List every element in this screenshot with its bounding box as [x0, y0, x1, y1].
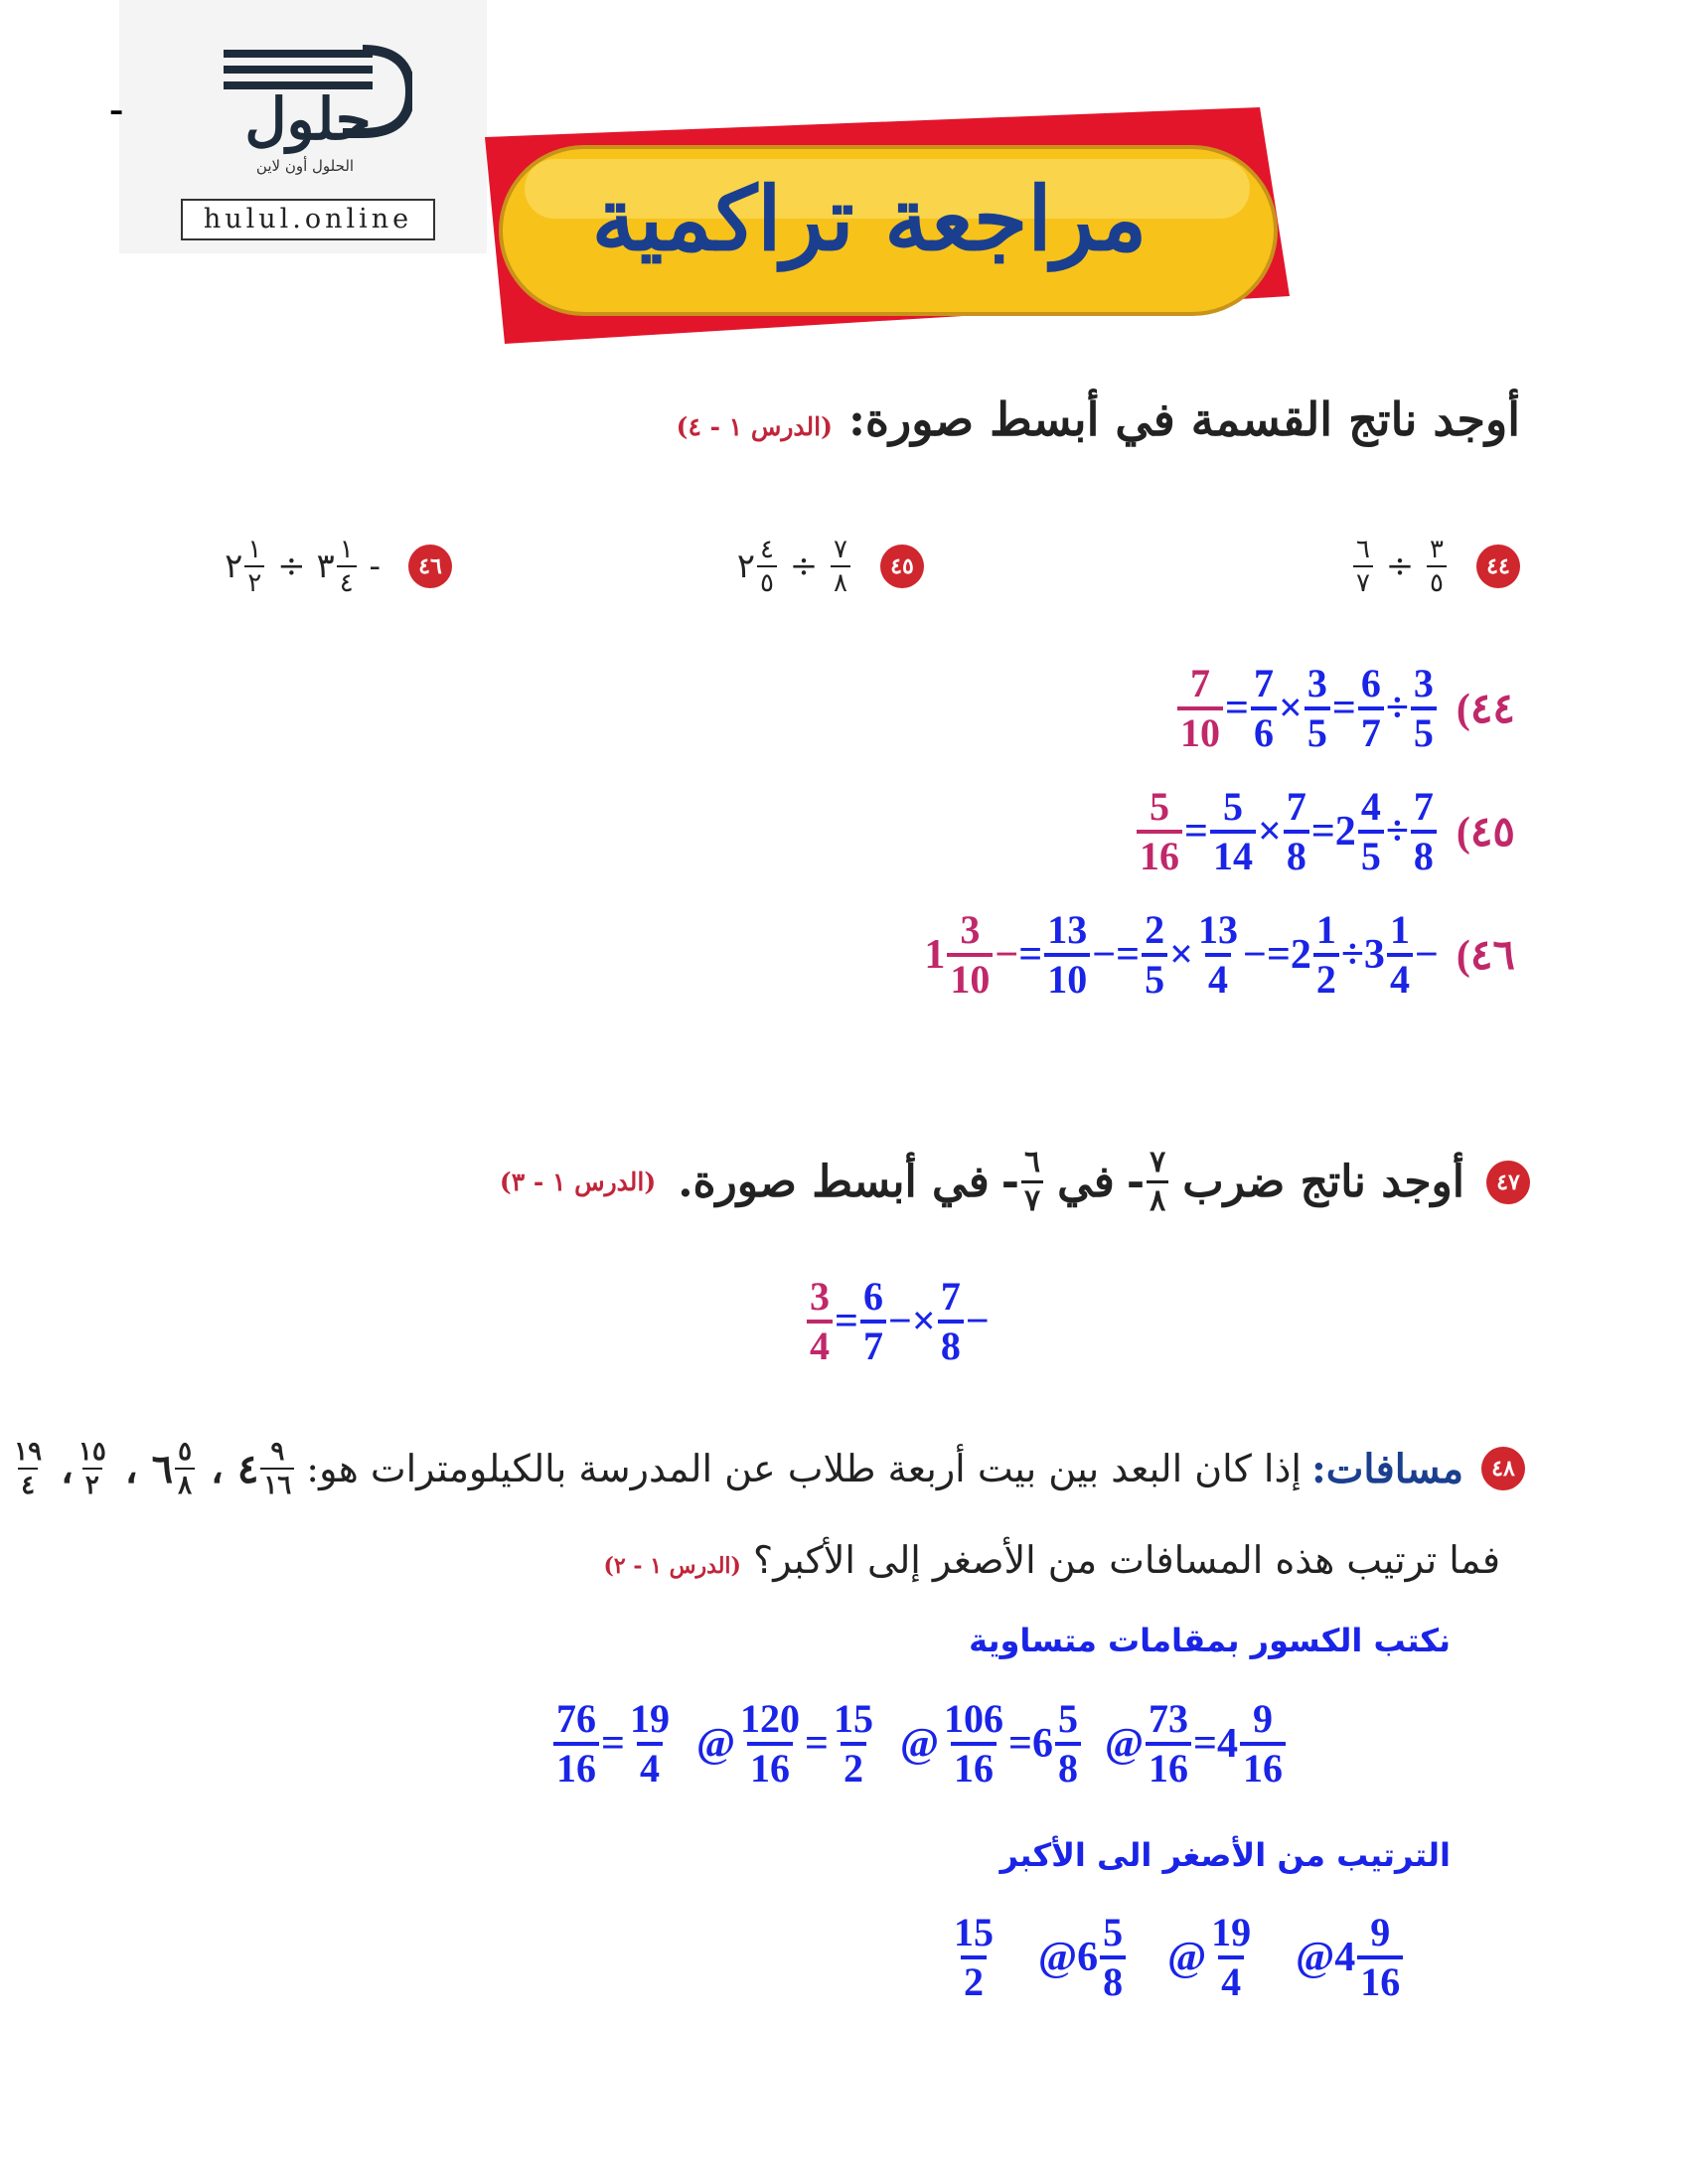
answer-45-label: (٤٥	[1456, 810, 1515, 856]
answer-46: 1 $\frac{3}{10}$ − = $\frac{13}{10}$ − = $\frac{2}{5}$ × $\frac{13}{4}$ − =2 $\frac{1}{2}$ ÷3 $\frac{1}{4}$ − (٤٦	[924, 907, 1515, 1002]
problem-46-badge: ٤٦	[408, 545, 452, 588]
answer-44-label: (٤٤	[1456, 687, 1515, 732]
logo-tagline: الحلول أون لاين	[255, 157, 355, 175]
section3-title: مسافات:	[1310, 1445, 1463, 1492]
page-title: مراجعة تراكمية	[591, 167, 1148, 270]
problem-47-badge: ٤٧	[1486, 1161, 1530, 1204]
order-result: $\frac{15}{2}$ @6 $\frac{5}{8}$ @ $\frac{19}{4}$ @4 $\frac{9}{16}$	[949, 1913, 1405, 2002]
answer-47: $\frac{3}{4}$ = $\frac{6}{7}$ −× $\frac{7}{8}$ −	[805, 1277, 990, 1366]
answer-44: $\frac{7}{10}$ = $\frac{7}{6}$ × $\frac{3}{5}$ = $\frac{6}{7}$ ÷ $\frac{3}{5}$ (٤٤	[1175, 664, 1515, 753]
step1-equivalents: $\frac{76}{16}$ = $\frac{19}{4}$ @ $\frac{120}{16}$ = $\frac{15}{2}$ @ $\frac{106}{16}$ =6 $\frac{5}{8}$ @ $\frac{73}{16}$ =4 $\frac{9}{16}$	[551, 1699, 1288, 1789]
problem-44-badge: ٤٤	[1476, 545, 1520, 588]
section1-lesson: (الدرس ١ - ٤)	[676, 412, 833, 441]
step1-label: نكتب الكسور بمقامات متساوية	[969, 1622, 1451, 1659]
problem-46: ٢ $\frac{١}{٢}$ ÷ ٣ $\frac{١}{٤}$ - ٤٦	[225, 537, 452, 596]
svg-text:حلول: حلول	[244, 85, 372, 153]
section3-statement: ٤٨ مسافات: إذا كان البعد بين بيت أربعة طلاب عن المدرسة بالكيلومترات هو: $\frac{١٩}{٤}$ ، $\frac{١٥}{٢}$ ، ٦ $\frac{٥}{٨}$ ، ٤ $\frac{٩}{١٦}$	[9, 1439, 1525, 1498]
section1-prompt: أوجد ناتج القسمة في أبسط صورة: (الدرس ١ - ٤)	[676, 392, 1520, 446]
answer-46-label: (٤٦	[1456, 933, 1515, 979]
step2-label: الترتيب من الأصغر الى الأكبر	[999, 1836, 1451, 1874]
section2-prompt: ٤٧ أوجد ناتج ضرب $\frac{٧}{٨}$ - في $\frac{٦}{٧}$ - في أبسط صورة. (الدرس ١ - ٣)	[500, 1148, 1530, 1216]
corner-mark: ـ	[111, 87, 122, 122]
section3-lesson: (الدرس ١ - ٢)	[603, 1553, 741, 1579]
hulul-logo-icon	[214, 42, 412, 156]
logo-url: hulul.online	[181, 199, 435, 240]
problem-45: ٢ $\frac{٤}{٥}$ ÷ $\frac{٧}{٨}$ ٤٥	[737, 537, 924, 596]
section3-question: فما ترتيب هذه المسافات من الأصغر إلى الأكبر؟ (الدرس ١ - ٢)	[603, 1538, 1500, 1582]
section2-lesson: (الدرس ١ - ٣)	[499, 1168, 657, 1196]
problem-48-badge: ٤٨	[1481, 1447, 1525, 1490]
problem-44: $\frac{٦}{٧}$ ÷ $\frac{٣}{٥}$ ٤٤	[1351, 537, 1520, 596]
answer-45: $\frac{5}{16}$ = $\frac{5}{14}$ × $\frac{7}{8}$ =2 $\frac{4}{5}$ ÷ $\frac{7}{8}$ (٤٥	[1135, 787, 1515, 876]
problem-45-badge: ٤٥	[880, 545, 924, 588]
